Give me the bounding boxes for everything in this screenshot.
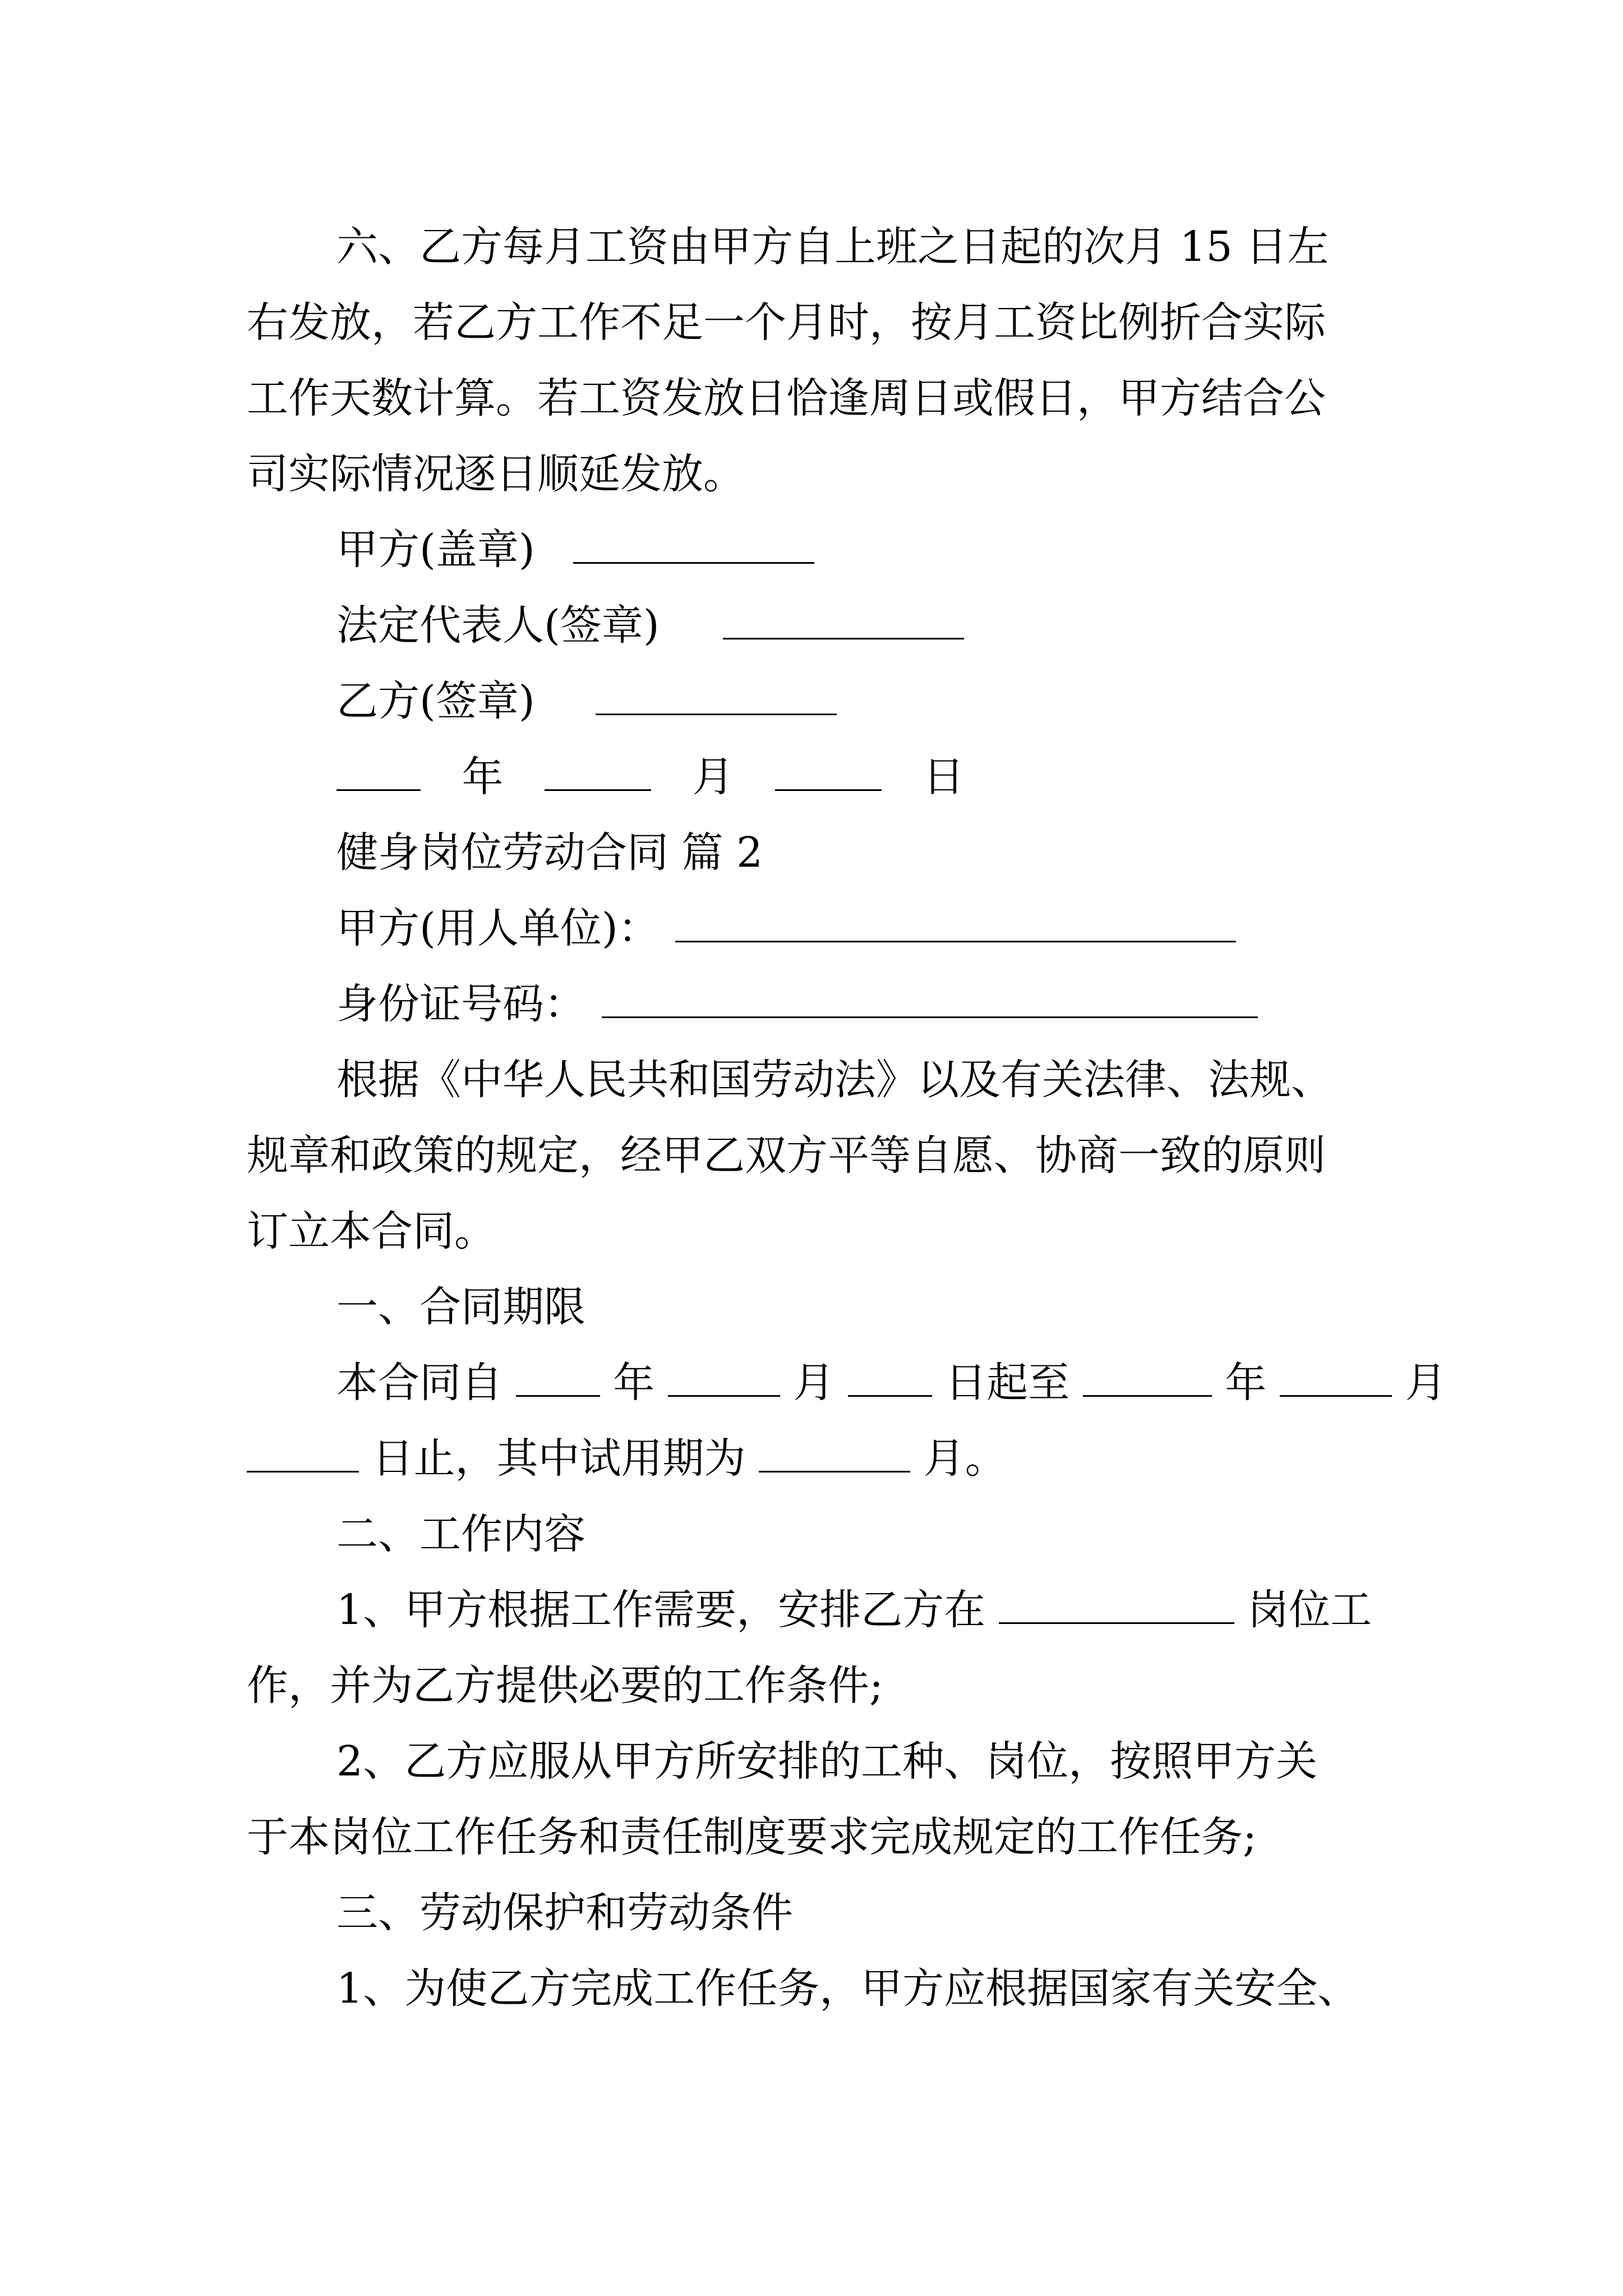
- party-b-sign-label: 乙方(签章): [336, 677, 535, 725]
- clause-2-item-2-line-2: 于本岗位工作任务和责任制度要求完成规定的工作任务;: [247, 1813, 1257, 1861]
- item-1-text-a: 1、甲方根据工作需要，安排乙方在: [336, 1586, 986, 1634]
- id-number-row: [336, 973, 1258, 1035]
- paragraph-6-line-4: 司实际情况逐日顺延发放。: [247, 450, 745, 498]
- start-month-label: 月: [793, 1359, 835, 1407]
- paragraph-6-line-2: 右发放，若乙方工作不足一个月时，按月工资比例折合实际: [247, 298, 1326, 347]
- clause-3-item-1: 1、为使乙方完成工作任务，甲方应根据国家有关安全、: [336, 1964, 1359, 2013]
- day-label: 日: [923, 753, 965, 801]
- item-1-text-b: 岗位工: [1247, 1586, 1372, 1634]
- month-label: 月: [692, 753, 734, 801]
- clause-2-item-1-line-1: [336, 1579, 1372, 1641]
- trial-label: 日止，其中试用期为: [372, 1434, 746, 1483]
- clause-2-item-2-line-1: 2、乙方应服从甲方所安排的工种、岗位，按照甲方关: [336, 1737, 1318, 1786]
- start-month-blank: [668, 1360, 780, 1397]
- contract-term-row-1: [336, 1352, 1446, 1414]
- term-from-label: 本合同自: [336, 1359, 502, 1407]
- paragraph-6-line-3: 工作天数计算。若工资发放日恰逢周日或假日，甲方结合公: [247, 374, 1326, 422]
- intro-line-3: 订立本合同。: [247, 1207, 496, 1255]
- employer-label: 甲方(用人单位)：: [336, 904, 660, 953]
- intro-line-1: 根据《中华人民共和国劳动法》以及有关法律、法规、: [336, 1056, 1332, 1104]
- post-blank: [999, 1588, 1234, 1624]
- contract-term-row-2: [247, 1428, 1007, 1489]
- date-row: [336, 746, 965, 808]
- term-to-label: 日起至: [945, 1359, 1070, 1407]
- clause-1-heading: 一、合同期限: [336, 1283, 585, 1331]
- end-month-blank: [1280, 1360, 1392, 1397]
- id-number-blank: [602, 982, 1258, 1018]
- paragraph-6-line-1: 六、乙方每月工资由甲方自上班之日起的次月 15 日左: [336, 223, 1329, 271]
- month-blank: [545, 754, 651, 791]
- id-number-label: 身份证号码：: [336, 980, 585, 1028]
- employer-blank: [675, 906, 1236, 942]
- trial-period-blank: [759, 1436, 910, 1473]
- intro-line-2: 规章和政策的规定，经甲乙双方平等自愿、协商一致的原则: [247, 1131, 1326, 1180]
- section-title: 健身岗位劳动合同 篇 2: [336, 829, 763, 877]
- end-year-label: 年: [1225, 1359, 1267, 1407]
- start-day-blank: [848, 1360, 932, 1397]
- year-label: 年: [462, 753, 504, 801]
- party-a-seal-blank: [573, 527, 814, 564]
- trial-month-label: 月。: [923, 1434, 1007, 1483]
- end-year-blank: [1083, 1360, 1212, 1397]
- clause-2-item-1-line-2: 作，并为乙方提供必要的工作条件;: [247, 1662, 883, 1710]
- year-blank: [336, 754, 421, 791]
- employer-row: [336, 898, 1236, 959]
- start-year-blank: [516, 1360, 600, 1397]
- clause-3-heading: 三、劳动保护和劳动条件: [336, 1889, 793, 1937]
- legal-rep-label: 法定代表人(签章): [336, 601, 660, 650]
- start-year-label: 年: [613, 1359, 655, 1407]
- party-b-sign-row: [336, 670, 837, 732]
- day-blank: [775, 754, 882, 791]
- party-a-seal-label: 甲方(盖章): [336, 526, 535, 574]
- end-day-blank: [247, 1436, 359, 1473]
- party-a-seal-row: [336, 519, 814, 581]
- legal-rep-row: [336, 595, 964, 656]
- party-b-sign-blank: [596, 679, 837, 715]
- end-month-label: 月: [1405, 1359, 1447, 1407]
- legal-rep-blank: [723, 603, 964, 639]
- clause-2-heading: 二、工作内容: [336, 1510, 585, 1558]
